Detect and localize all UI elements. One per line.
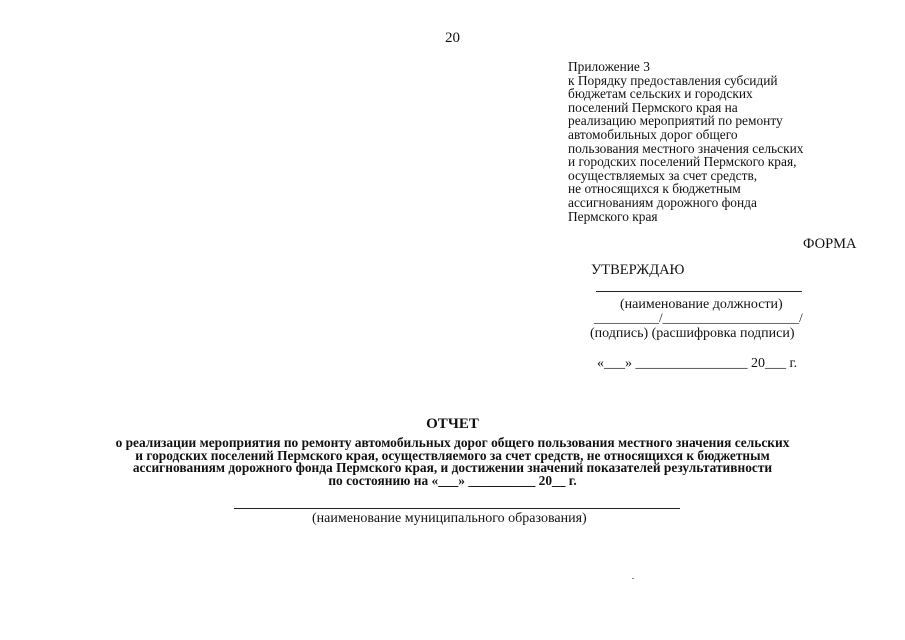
approval-date-line: «___» ________________ 20___ г. bbox=[597, 356, 798, 371]
appendix-line: пользования местного значения сельских bbox=[568, 140, 804, 156]
report-subtitle-line: по состоянию на «___» __________ 20__ г. bbox=[328, 472, 577, 488]
appendix-line: Пермского края bbox=[568, 208, 658, 224]
approval-title: УТВЕРЖДАЮ bbox=[591, 262, 685, 278]
report-subtitle-line: о реализации мероприятия по ремонту автомобильных дорог общего пользования местного значения сельских bbox=[115, 435, 790, 450]
signature-caption: (подпись) (расшифровка подписи) bbox=[590, 326, 795, 341]
municipality-line bbox=[234, 508, 680, 509]
municipality-caption: (наименование муниципального образования) bbox=[312, 511, 587, 526]
appendix-line: к Порядку предоставления субсидий bbox=[568, 72, 778, 88]
appendix-line: реализацию мероприятий по ремонту bbox=[568, 113, 783, 129]
appendix-line: автомобильных дорог общего bbox=[568, 126, 738, 142]
scan-speck bbox=[632, 578, 634, 579]
report-title: ОТЧЕТ bbox=[426, 416, 479, 432]
appendix-line: бюджетам сельских и городских bbox=[568, 86, 753, 102]
position-line bbox=[596, 291, 802, 292]
form-label: ФОРМА bbox=[803, 236, 857, 252]
report-subtitle-line: и городских поселений Пермского края, осуществляемого за счет средств, не относящихся к бюджетным bbox=[135, 447, 770, 463]
appendix-line: ассигнованиям дорожного фонда bbox=[568, 194, 757, 210]
appendix-line: не относящихся к бюджетным bbox=[568, 181, 741, 197]
page-number: 20 bbox=[445, 30, 460, 46]
appendix-line: поселений Пермского края на bbox=[568, 99, 738, 115]
signature-line: __________/_____________________/ bbox=[594, 310, 803, 325]
appendix-block bbox=[568, 60, 868, 223]
appendix-line: Приложение 3 bbox=[568, 59, 650, 74]
appendix-line: осуществляемых за счет средств, bbox=[568, 167, 758, 183]
report-subtitle-line: ассигнованиям дорожного фонда Пермского края, и достижении значений показателей результативности bbox=[132, 460, 773, 476]
position-caption: (наименование должности) bbox=[620, 297, 783, 312]
report-subtitle bbox=[60, 437, 845, 487]
appendix-line: и городских поселений Пермского края, bbox=[568, 154, 797, 170]
